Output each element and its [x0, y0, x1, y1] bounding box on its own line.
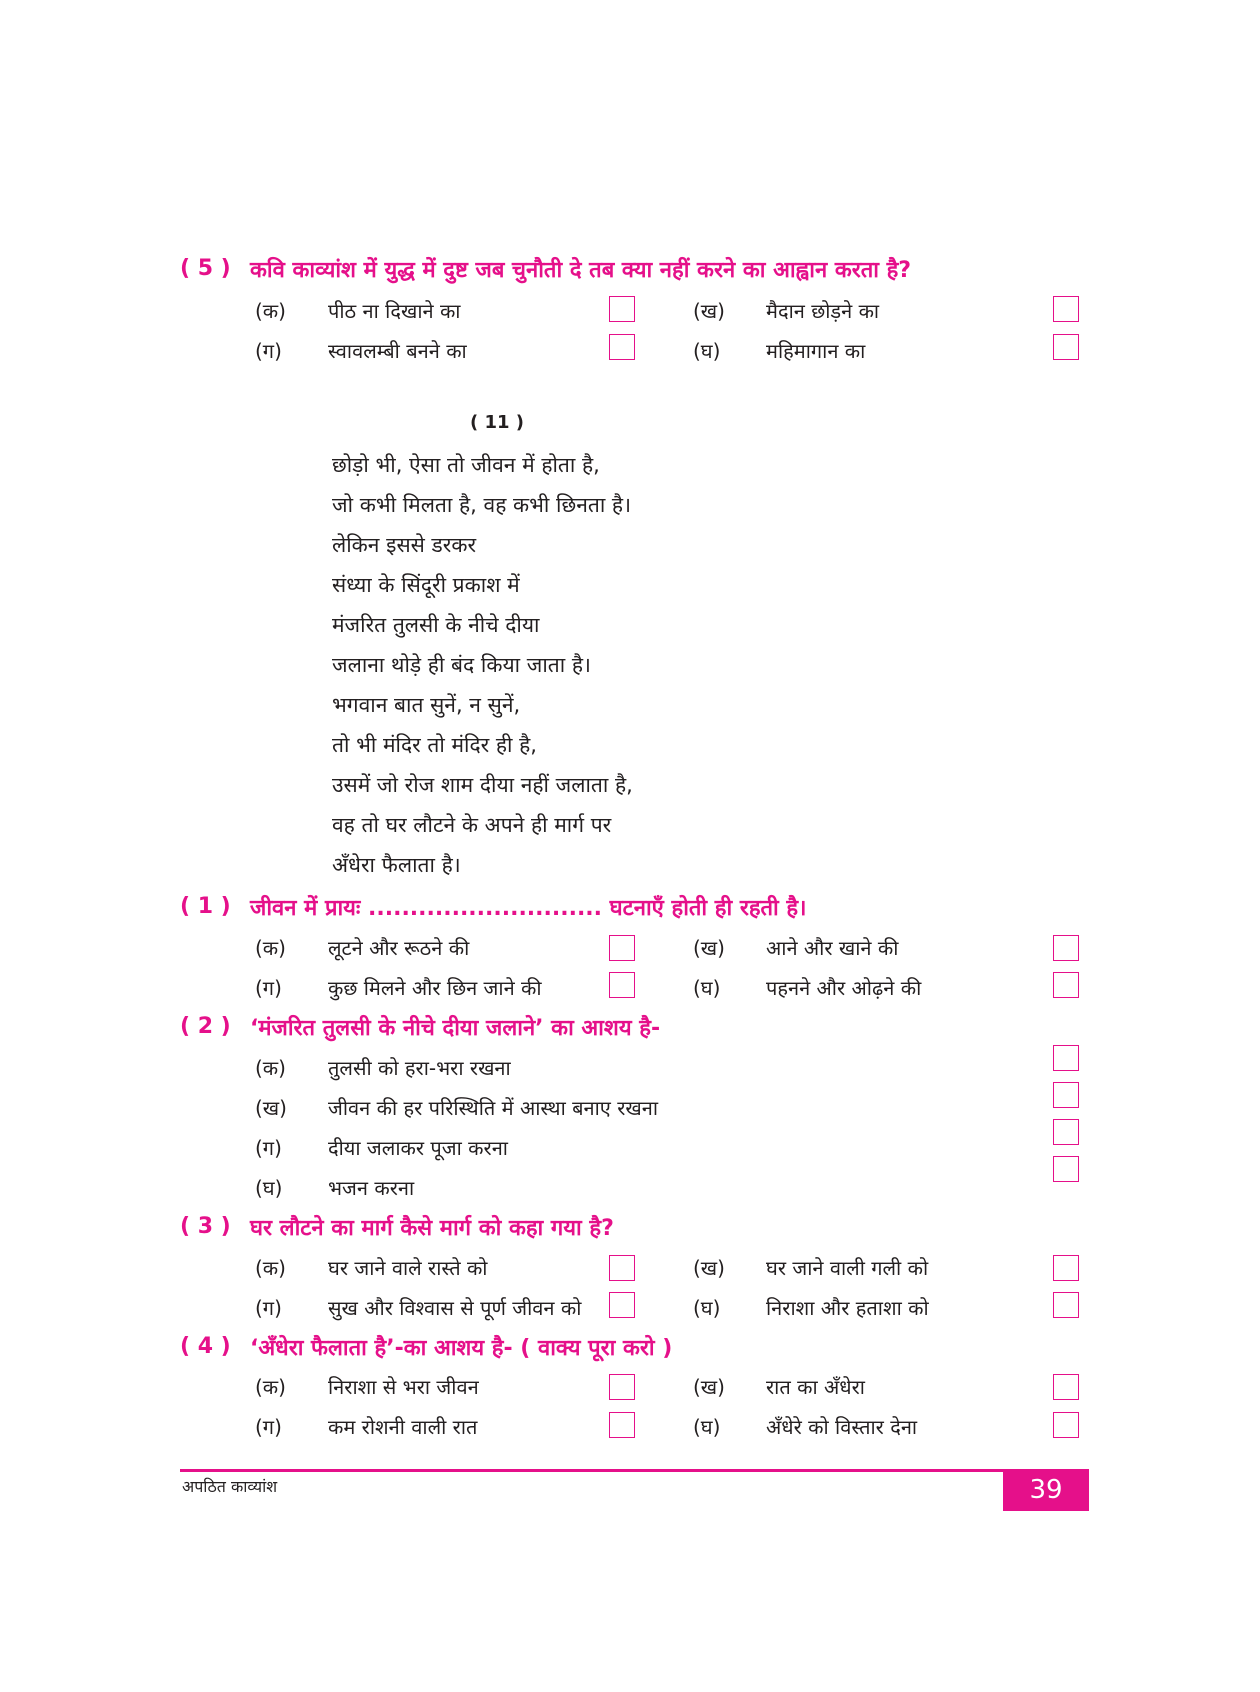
option-text-ga: स्वावलम्बी बनने का [328, 339, 467, 363]
option-label-kha: (ख) [693, 299, 725, 323]
option-text-ga: सुख और विश्वास से पूर्ण जीवन को [328, 1296, 582, 1320]
option-label-gha: (घ) [693, 1296, 721, 1320]
question-number: ( 3 ) [180, 1214, 231, 1239]
option-text-ka: घर जाने वाले रास्ते को [328, 1256, 488, 1280]
option-text-ka: पीठ ना दिखाने का [328, 299, 461, 323]
answer-checkbox[interactable] [1053, 1119, 1079, 1145]
footer-section-title: अपठित काव्यांश [182, 1477, 278, 1496]
answer-checkbox[interactable] [609, 1412, 635, 1438]
option-text-kha: घर जाने वाली गली को [766, 1256, 929, 1280]
option-label-ga: (ग) [255, 339, 282, 363]
poem-line: अँधेरा फैलाता है। [332, 853, 461, 877]
option-label-ka: (क) [255, 1056, 286, 1080]
answer-checkbox[interactable] [1053, 1412, 1079, 1438]
answer-checkbox[interactable] [1053, 1045, 1079, 1071]
option-text-kha: आने और खाने की [766, 936, 899, 960]
answer-checkbox[interactable] [609, 334, 635, 360]
answer-checkbox[interactable] [609, 935, 635, 961]
poem-line: लेकिन इससे डरकर [332, 533, 477, 557]
poem-line: भगवान बात सुनें, न सुनें, [332, 693, 521, 717]
question-text: जीवन में प्रायः ............................ घटनाएँ होती ही रहती है। [250, 896, 807, 921]
option-label-ka: (क) [255, 1256, 286, 1280]
option-text-kha: रात का अँधेरा [766, 1375, 865, 1399]
question-number: ( 4 ) [180, 1334, 231, 1359]
poem-line: जलाना थोड़े ही बंद किया जाता है। [332, 653, 591, 677]
option-text-gha: अँधेरे को विस्तार देना [766, 1415, 918, 1439]
option-text-ka: लूटने और रूठने की [328, 936, 470, 960]
poem-line: तो भी मंदिर तो मंदिर ही है, [332, 733, 537, 757]
option-label-kha: (ख) [693, 1256, 725, 1280]
poem-line: मंजरित तुलसी के नीचे दीया [332, 613, 540, 637]
poem-line: जो कभी मिलता है, वह कभी छिनता है। [332, 493, 632, 517]
option-text-gha: पहनने और ओढ़ने की [766, 976, 922, 1000]
question-text: घर लौटने का मार्ग कैसे मार्ग को कहा गया है? [250, 1216, 614, 1241]
answer-checkbox[interactable] [1053, 1374, 1079, 1400]
answer-checkbox[interactable] [609, 1374, 635, 1400]
option-label-gha: (घ) [255, 1176, 283, 1200]
option-text-kha: मैदान छोड़ने का [766, 299, 880, 323]
option-label-ka: (क) [255, 299, 286, 323]
option-text-ka: तुलसी को हरा-भरा रखना [328, 1056, 511, 1080]
passage-number: ( 11 ) [470, 412, 525, 433]
option-label-kha: (ख) [255, 1096, 287, 1120]
answer-checkbox[interactable] [609, 1292, 635, 1318]
option-text-gha: महिमागान का [766, 339, 866, 363]
option-label-kha: (ख) [693, 1375, 725, 1399]
poem-line: वह तो घर लौटने के अपने ही मार्ग पर [332, 813, 612, 837]
option-text-ka: निराशा से भरा जीवन [328, 1375, 479, 1399]
option-label-gha: (घ) [693, 339, 721, 363]
answer-checkbox[interactable] [1053, 296, 1079, 322]
option-text-ga: कुछ मिलने और छिन जाने की [328, 976, 542, 1000]
option-label-kha: (ख) [693, 936, 725, 960]
answer-checkbox[interactable] [609, 296, 635, 322]
answer-checkbox[interactable] [1053, 935, 1079, 961]
option-text-gha: भजन करना [328, 1176, 415, 1200]
option-label-ka: (क) [255, 936, 286, 960]
answer-checkbox[interactable] [1053, 1292, 1079, 1318]
poem-line: छोड़ो भी, ऐसा तो जीवन में होता है, [332, 453, 600, 477]
option-label-ga: (ग) [255, 976, 282, 1000]
answer-checkbox[interactable] [1053, 1082, 1079, 1108]
answer-checkbox[interactable] [1053, 334, 1079, 360]
option-label-ka: (क) [255, 1375, 286, 1399]
option-label-ga: (ग) [255, 1136, 282, 1160]
page-number: 39 [1003, 1469, 1089, 1511]
question-number: ( 5 ) [180, 256, 231, 281]
poem-line: उसमें जो रोज शाम दीया नहीं जलाता है, [332, 773, 633, 797]
answer-checkbox[interactable] [1053, 1156, 1079, 1182]
question-number: ( 2 ) [180, 1014, 231, 1039]
question-number: ( 1 ) [180, 894, 231, 919]
option-text-gha: निराशा और हताशा को [766, 1296, 929, 1320]
poem-line: संध्या के सिंदूरी प्रकाश में [332, 573, 520, 597]
answer-checkbox[interactable] [609, 972, 635, 998]
question-text: ‘मंजरित तुलसी के नीचे दीया जलाने’ का आशय है- [250, 1016, 661, 1041]
answer-checkbox[interactable] [1053, 972, 1079, 998]
answer-checkbox[interactable] [1053, 1255, 1079, 1281]
answer-checkbox[interactable] [609, 1255, 635, 1281]
question-text: कवि काव्यांश में युद्ध में दुष्ट जब चुनौती दे तब क्या नहीं करने का आह्वान करता है? [250, 258, 912, 283]
option-text-ga: दीया जलाकर पूजा करना [328, 1136, 508, 1160]
option-label-gha: (घ) [693, 1415, 721, 1439]
footer-divider [180, 1469, 1083, 1472]
option-text-ga: कम रोशनी वाली रात [328, 1415, 478, 1439]
option-label-ga: (ग) [255, 1296, 282, 1320]
option-text-kha: जीवन की हर परिस्थिति में आस्था बनाए रखना [328, 1096, 659, 1120]
option-label-ga: (ग) [255, 1415, 282, 1439]
question-text: ‘अँधेरा फैलाता है’-का आशय है- ( वाक्य पूरा करो ) [250, 1336, 673, 1361]
option-label-gha: (घ) [693, 976, 721, 1000]
